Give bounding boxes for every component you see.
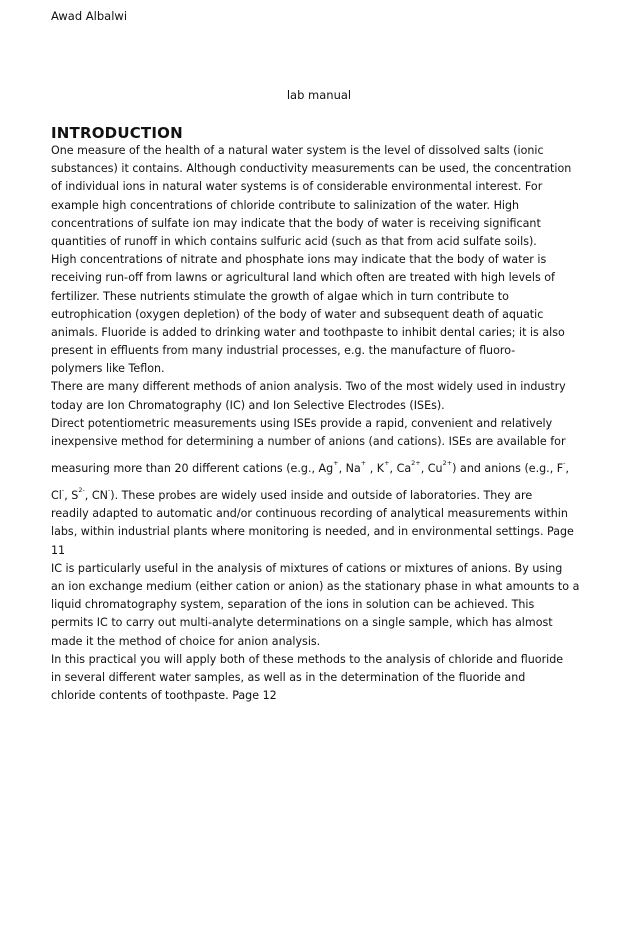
text-line: fertilizer. These nutrients stimulate the growth of algae which in turn contribute to xyxy=(51,289,509,303)
ion-charge: + xyxy=(360,459,367,468)
running-title xyxy=(0,88,638,102)
ion-text: , CN xyxy=(84,489,108,503)
text-line: polymers like Teflon. xyxy=(51,362,165,376)
body-text xyxy=(51,142,591,705)
ion-charge: 2- xyxy=(78,486,85,495)
ion-text: , S xyxy=(64,489,79,503)
text-line: labs, within industrial plants where monitoring is needed, and in environmental settings. Page xyxy=(51,525,574,539)
ion-text: Cl xyxy=(51,489,62,503)
text-line: example high concentrations of chloride contribute to salinization of the water. High xyxy=(51,198,520,212)
text-line: animals. Fluoride is added to drinking water and toothpaste to inhibit dental caries; it is also xyxy=(51,325,565,339)
author-name: Awad Albalwi xyxy=(51,9,128,23)
ion-text: , Na xyxy=(338,462,361,476)
ion-charge: 2+ xyxy=(411,459,421,468)
text-line: High concentrations of nitrate and phosphate ions may indicate that the body of water is xyxy=(51,253,547,267)
ion-text: , Cu xyxy=(420,462,443,476)
text-line: made it the method of choice for anion analysis. xyxy=(51,634,321,648)
text-line: Direct potentiometric measurements using ISEs provide a rapid, convenient and relatively xyxy=(51,416,553,430)
text-line: chloride contents of toothpaste. Page 12 xyxy=(51,689,277,703)
ion-charge: + xyxy=(333,459,339,468)
ion-charge: - xyxy=(107,486,111,495)
ion-line-cations xyxy=(51,451,591,478)
text-line: readily adapted to automatic and/or continuous recording of analytical measurements within xyxy=(51,507,568,521)
text-line: In this practical you will apply both of these methods to the analysis of chloride and fluoride xyxy=(51,652,564,666)
ion-text: , Ca xyxy=(389,462,412,476)
ion-text: , xyxy=(565,462,570,476)
text-line: an ion exchange medium (either cation or anion) as the stationary phase in what amounts to a xyxy=(51,579,580,593)
text-line: inexpensive method for determining a number of anions (and cations). ISEs are available for xyxy=(51,435,566,448)
text-line: liquid chromatography system, separation of the ions in solution can be achieved. This xyxy=(51,598,535,612)
text-line: substances) it contains. Although conductivity measurements can be used, the concentration xyxy=(51,162,572,176)
ion-text: measuring more than 20 different cations (e.g., Ag xyxy=(51,462,334,476)
ion-text: , K xyxy=(366,462,385,476)
text-line: IC is particularly useful in the analysis of mixtures of cations or mixtures of anions. By using xyxy=(51,561,563,575)
section-heading: INTRODUCTION xyxy=(51,124,183,142)
text-line: There are many different methods of anion analysis. Two of the most widely used in industry xyxy=(51,380,566,394)
running-title-text: lab manual xyxy=(286,88,352,102)
text-line: quantities of runoff in which contains sulfuric acid (such as that from acid sulfate soils). xyxy=(51,234,537,248)
text-line: concentrations of sulfate ion may indicate that the body of water is receiving significant xyxy=(51,216,541,230)
ion-text: ). These probes are widely used inside and outside of laboratories. They are xyxy=(110,489,533,503)
text-line: permits IC to carry out multi-analyte determinations on a single sample, which has almost xyxy=(51,616,553,630)
ion-text: ) and anions (e.g., F xyxy=(452,462,564,476)
ion-charge: + xyxy=(384,459,390,468)
text-line: 11 xyxy=(51,543,66,557)
text-line: in several different water samples, as well as in the determination of the fluoride and xyxy=(51,670,526,684)
text-line: of individual ions in natural water systems is of considerable environmental interest. For xyxy=(51,180,543,194)
ion-charge: 2+ xyxy=(442,459,453,468)
text-line: present in effluents from many industrial processes, e.g. the manufacture of fluoro- xyxy=(51,344,516,358)
ion-charge: - xyxy=(563,459,566,468)
text-line: One measure of the health of a natural water system is the level of dissolved salts (ionic xyxy=(51,144,544,157)
text-line: eutrophication (oxygen depletion) of the body of water and subsequent death of aquatic xyxy=(51,307,544,321)
ion-line-anions xyxy=(51,478,591,505)
text-line: receiving run-off from lawns or agricultural land which often are treated with high levels of xyxy=(51,271,555,285)
ion-charge: - xyxy=(61,486,65,495)
text-line: today are Ion Chromatography (IC) and Ion Selective Electrodes (ISEs). xyxy=(51,398,445,412)
